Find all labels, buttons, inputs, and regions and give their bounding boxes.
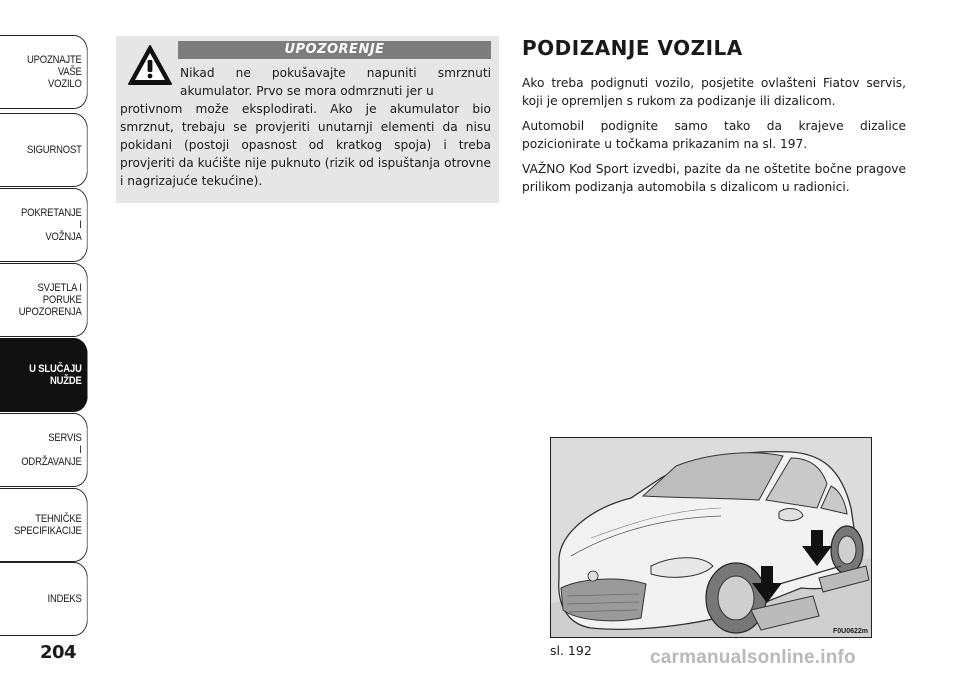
warning-text — [120, 64, 491, 190]
figure-caption: sl. 192 — [550, 643, 592, 658]
tab-svjetla-i-poruke-upozorenja[interactable] — [0, 263, 88, 337]
tab-u-slucaju-nuzde[interactable] — [0, 338, 88, 412]
tab-label-line: PORUKE — [42, 294, 82, 306]
tab-label-line: SERVIS — [48, 432, 82, 444]
tab-label-line: SVJETLA I — [37, 282, 82, 294]
tab-label-line: INDEKS — [47, 593, 82, 605]
paragraph: Automobil podignite samo tako da krajeve dizalice pozicionirate u točkama prikazanim na sl. 197. — [522, 119, 906, 151]
warning-text-first: Nikad ne pokušavajte napuniti smrznuti akumulator. Prvo se mora odmrznuti jer u — [180, 66, 491, 98]
section-body — [522, 74, 906, 203]
page-number: 204 — [40, 642, 77, 663]
tab-sigurnost[interactable] — [0, 113, 88, 187]
tab-tehnicke-specifikacije[interactable] — [0, 488, 88, 562]
tab-label-line: UPOZORENJA — [18, 306, 82, 318]
chapter-sidebar — [0, 0, 104, 677]
tab-label-line: SPECIFIKACIJE — [14, 525, 82, 537]
tab-label-line: TEHNIČKE — [35, 513, 82, 525]
paragraph: VAŽNO Kod Sport izvedbi, pazite da ne oštetite bočne pragove prilikom podizanja automobila s dizalicom u radionici. — [522, 162, 906, 194]
tab-label-line: POKRETANJE — [21, 207, 82, 219]
section-title: PODIZANJE VOZILA — [522, 36, 743, 60]
tab-label-line: I — [79, 444, 82, 456]
tab-label-line: SIGURNOST — [27, 144, 82, 156]
tab-label-line: U SLUČAJU — [29, 363, 82, 375]
tab-indeks[interactable] — [0, 562, 88, 636]
tab-label-line: VOZILO — [48, 78, 82, 90]
paragraph: Ako treba podignuti vozilo, posjetite ovlašteni Fiatov servis, koji je opremljen s rukom za podizanje ili dizalicom. — [522, 76, 906, 108]
tab-label-line: ODRŽAVANJE — [21, 456, 82, 468]
warning-header: UPOZORENJE — [178, 41, 491, 59]
figure-code: F0U0622m — [832, 628, 868, 635]
warning-box — [116, 36, 499, 203]
tab-servis-i-odrzavanje[interactable] — [0, 413, 88, 487]
tab-label-line: NUŽDE — [49, 375, 82, 387]
warning-text-rest: protivnom može eksplodirati. Ako je akumulator bio smrznut, trebaju se provjeriti unutarnji elementi da nisu pokidani (postoji opasnost od kratkog spoja) i treba provjeriti da kućište nije puknuto (rizik od ispuštanja otrovne i nagrizajuće tekućine). — [120, 102, 491, 188]
car-illustration — [551, 438, 872, 638]
tab-label-line: VOŽNJA — [45, 231, 82, 243]
watermark-logo: carmanualsonline.info — [650, 647, 856, 668]
tab-label-line: VAŠE — [57, 66, 82, 78]
tab-pokretanje-i-voznja[interactable] — [0, 188, 88, 262]
figure-car-lifting-points — [550, 437, 872, 638]
tab-label-line: UPOZNAJTE — [27, 54, 82, 66]
tab-label-line: I — [79, 219, 82, 231]
tab-upoznajte-vase-vozilo[interactable] — [0, 35, 88, 109]
